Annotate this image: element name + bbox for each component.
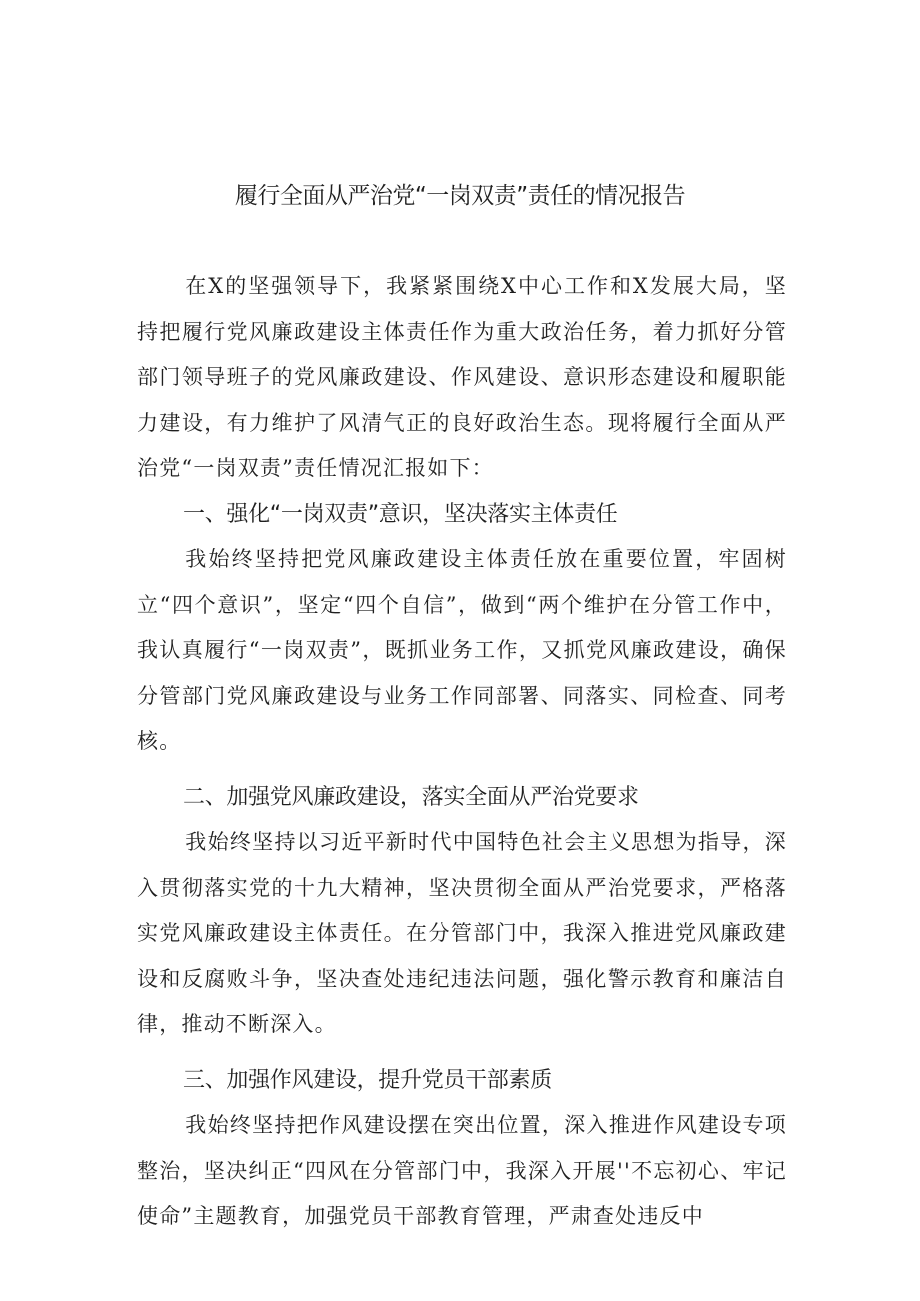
section-2-heading: 二、加强党风廉政建设，落实全面从严治党要求 [183, 784, 639, 810]
document-body [137, 264, 787, 1240]
section-3-heading: 三、加强作风建设，提升党员干部素质 [183, 1067, 552, 1093]
intro-paragraph: 在X的坚强领导下，我紧紧围绕X中心工作和X发展大局，坚持把履行党风廉政建设主体责任作为重大政治任务，着力抓好分管部门领导班子的党风廉政建设、作风建设、意识形态建设和履职能力建设，有力维护了风清气正的良好政治生态。现将履行全面从严治党“一岗双责”责任情况汇报如下： [137, 274, 787, 480]
section-3-paragraph: 我始终坚持把作风建设摆在突出位置，深入推进作风建设专项整治，坚决纠正“四风在分管部门中，我深入开展''不忘初心、牢记使命”主题教育，加强党员干部教育管理，严肃查处违反中 [137, 1113, 787, 1228]
section-2-paragraph: 我始终坚持以习近平新时代中国特色社会主义思想为指导，深入贯彻落实党的十九大精神，坚决贯彻全面从严治党要求，严格落实党风廉政建设主体责任。在分管部门中，我深入推进党风廉政建设和反腐败斗争，坚决查处违纪违法问题，强化警示教育和廉洁自律，推动不断深入。 [137, 830, 787, 1036]
section-1-paragraph: 我始终坚持把党风廉政建设主体责任放在重要位置，牢固树立“四个意识”，坚定“四个自信”，做到“两个维护在分管工作中，我认真履行“一岗双责”，既抓业务工作，又抓党风廉政建设，确保分管部门党风廉政建设与业务工作同部署、同落实、同检查、同考核。 [137, 547, 787, 753]
section-1-heading: 一、强化“一岗双责”意识，坚决落实主体责任 [183, 501, 618, 527]
document-title: 履行全面从严治党“一岗双责”责任的情况报告 [234, 183, 686, 209]
